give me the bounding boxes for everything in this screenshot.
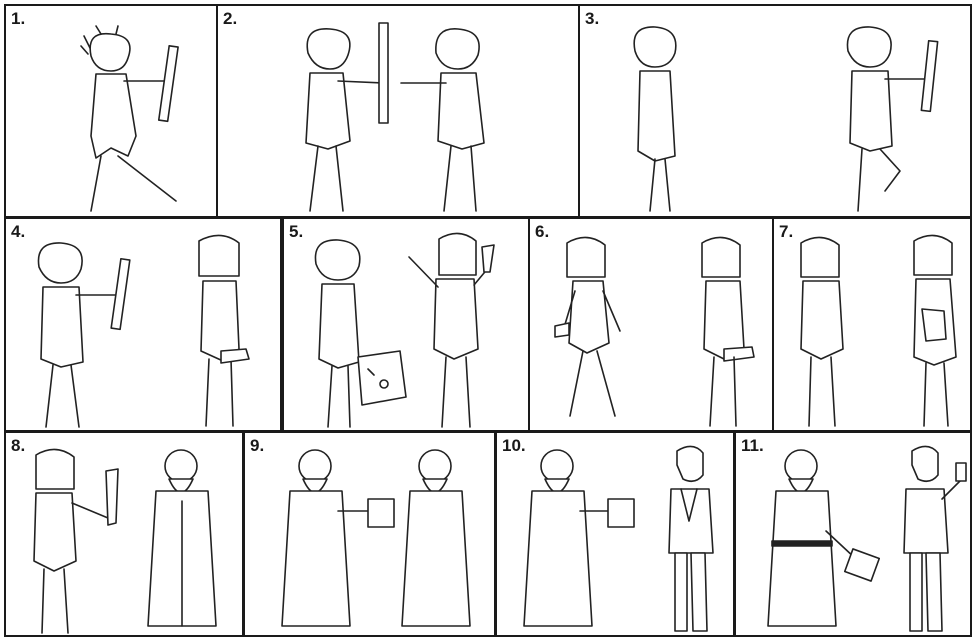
caveman-figure xyxy=(396,21,506,216)
egyptian-figure xyxy=(181,231,261,431)
modern-man-figure xyxy=(657,441,727,637)
panel-number: 3. xyxy=(585,9,600,28)
panel-8 xyxy=(4,431,244,637)
monk-figure xyxy=(270,441,400,637)
egyptian-figure xyxy=(555,231,645,431)
monk-figure xyxy=(390,441,485,637)
panel-number: 4. xyxy=(11,222,26,241)
panel-4 xyxy=(4,217,282,432)
panel-number: 9. xyxy=(250,436,265,455)
panel-number: 2. xyxy=(223,9,238,28)
panel-number: 7. xyxy=(779,222,794,241)
caveman-figure xyxy=(620,21,700,216)
panel-10 xyxy=(495,431,735,637)
caveman-figure xyxy=(21,237,141,432)
monk-figure xyxy=(512,441,642,637)
egyptian-figure xyxy=(904,229,972,431)
panel-5 xyxy=(282,217,530,432)
egyptian-figure xyxy=(18,443,128,637)
panel-11 xyxy=(734,431,972,637)
caveman-figure xyxy=(66,26,186,216)
egyptian-figure xyxy=(789,231,869,431)
panel-number: 1. xyxy=(11,9,26,28)
egyptian-figure xyxy=(394,227,509,432)
panel-6 xyxy=(528,217,774,432)
panel-1 xyxy=(4,4,218,218)
modern-man-figure xyxy=(896,441,971,637)
panel-number: 11. xyxy=(741,436,764,455)
caveman-figure xyxy=(830,21,950,216)
panel-3 xyxy=(578,4,972,218)
panel-2 xyxy=(216,4,580,218)
panel-9 xyxy=(243,431,496,637)
panel-number: 5. xyxy=(289,222,304,241)
panel-number: 8. xyxy=(11,436,26,455)
panel-number: 10. xyxy=(502,436,526,455)
monk-figure xyxy=(756,441,886,637)
panel-7 xyxy=(772,217,972,432)
egyptian-figure xyxy=(690,231,770,431)
monk-figure xyxy=(136,441,231,637)
stick-icon xyxy=(376,21,392,131)
panel-number: 6. xyxy=(535,222,550,241)
